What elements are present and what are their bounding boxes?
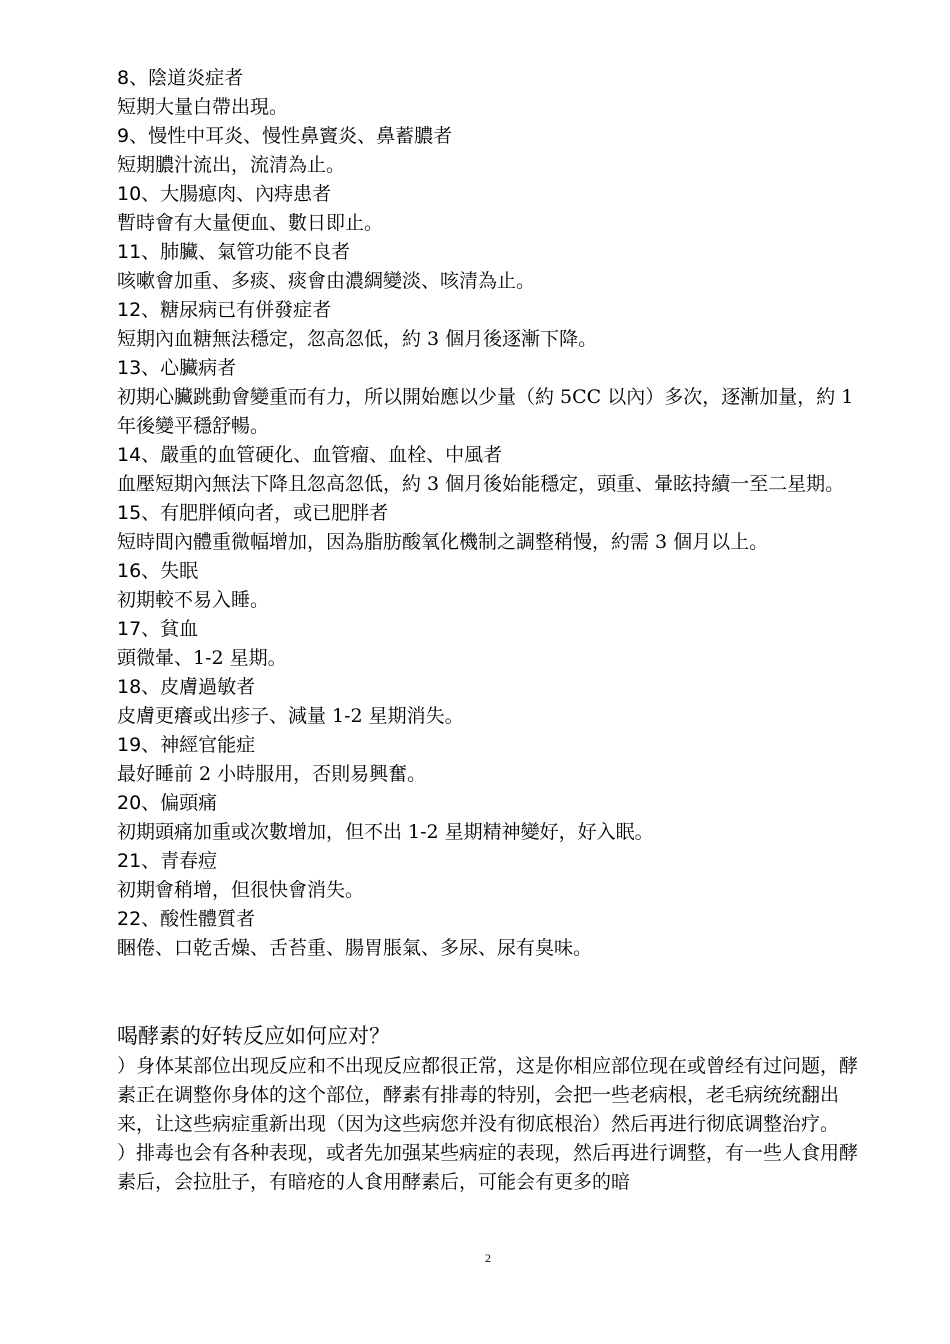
symptom-description: 睏倦、口乾舌燥、舌苔重、腸胃脹氣、多尿、尿有臭味。 bbox=[117, 937, 593, 959]
symptom-description: 初期心臟跳動會變重而有力，所以開始應以少量（約 5CC 以內）多次，逐漸加量，約 1 年後變平穩舒暢。 bbox=[117, 386, 860, 437]
symptom-description: 初期較不易入睡。 bbox=[117, 589, 270, 611]
symptom-description: 頭微暈、1-2 星期。 bbox=[117, 647, 287, 669]
symptom-description: 短時間內體重微幅增加，因為脂肪酸氧化機制之調整稍慢，約需 3 個月以上。 bbox=[117, 531, 769, 553]
symptom-entry bbox=[117, 731, 865, 789]
symptom-description: 咳嗽會加重、多痰、痰會由濃綢變淡、咳清為止。 bbox=[117, 270, 536, 292]
symptom-entry bbox=[117, 615, 865, 673]
symptom-entry bbox=[117, 847, 865, 905]
symptom-description: 短期內血糖無法穩定，忽高忽低，約 3 個月後逐漸下降。 bbox=[117, 328, 598, 350]
symptom-entry bbox=[117, 64, 865, 122]
symptom-entry bbox=[117, 499, 865, 557]
symptom-heading: 17、貧血 bbox=[117, 618, 199, 640]
symptom-entry bbox=[117, 238, 865, 296]
symptom-heading: 19、神經官能症 bbox=[117, 734, 256, 756]
symptom-description: 初期頭痛加重或次數增加，但不出 1-2 星期精神變好，好入眠。 bbox=[117, 821, 654, 843]
symptom-heading: 14、嚴重的血管硬化、血管瘤、血栓、中風者 bbox=[117, 444, 503, 466]
section-title: 喝酵素的好转反应如何应对？ bbox=[117, 1024, 390, 1048]
symptom-heading: 10、大腸瘜肉、內痔患者 bbox=[117, 183, 332, 205]
section-paragraph: ）身体某部位出现反应和不出现反应都很正常，这是你相应部位现在或曾经有过问题，酵素正在调整你身体的这个部位，酵素有排毒的特别，会把一些老病根，老毛病统统翻出来，让这些病症重新出现（因为这些病您并没有彻底根治）然后再进行彻底调整治疗。 bbox=[117, 1055, 859, 1135]
symptom-entry bbox=[117, 557, 865, 615]
symptom-heading: 15、有肥胖傾向者，或已肥胖者 bbox=[117, 502, 389, 524]
symptom-heading: 22、酸性體質者 bbox=[117, 908, 256, 930]
symptom-entry bbox=[117, 905, 865, 963]
section-body bbox=[117, 1052, 865, 1197]
symptom-description: 暫時會有大量便血、數日即止。 bbox=[117, 212, 384, 234]
symptom-heading: 9、慢性中耳炎、慢性鼻竇炎、鼻蓄膿者 bbox=[117, 125, 453, 147]
section-paragraph: ）排毒也会有各种表现，或者先加强某些病症的表现，然后再进行调整，有一些人食用酵素后，会拉肚子，有暗疮的人食用酵素后，可能会有更多的暗 bbox=[117, 1142, 859, 1193]
symptom-description: 最好睡前 2 小時服用，否則易興奮。 bbox=[117, 763, 427, 785]
symptom-description: 血壓短期內無法下降且忽高忽低，約 3 個月後始能穩定，頭重、暈眩持續一至二星期。 bbox=[117, 473, 845, 495]
symptom-description: 皮膚更癢或出疹子、減量 1-2 星期消失。 bbox=[117, 705, 464, 727]
symptom-description: 短期膿汁流出，流清為止。 bbox=[117, 154, 346, 176]
symptom-heading: 12、糖尿病已有併發症者 bbox=[117, 299, 332, 321]
symptom-heading: 13、心臟病者 bbox=[117, 357, 237, 379]
symptom-entry bbox=[117, 296, 865, 354]
symptom-heading: 18、皮膚過敏者 bbox=[117, 676, 256, 698]
symptom-heading: 11、肺臟、氣管功能不良者 bbox=[117, 241, 351, 263]
symptom-entry bbox=[117, 673, 865, 731]
symptom-entry bbox=[117, 441, 865, 499]
symptom-list bbox=[117, 64, 865, 963]
symptom-heading: 21、青春痘 bbox=[117, 850, 218, 872]
page-number: 2 bbox=[485, 1251, 491, 1265]
symptom-heading: 20、偏頭痛 bbox=[117, 792, 218, 814]
symptom-entry bbox=[117, 180, 865, 238]
symptom-description: 短期大量白帶出現。 bbox=[117, 96, 289, 118]
symptom-entry bbox=[117, 122, 865, 180]
document-page bbox=[117, 64, 865, 1197]
symptom-heading: 16、失眠 bbox=[117, 560, 199, 582]
symptom-heading: 8、陰道炎症者 bbox=[117, 67, 244, 89]
symptom-entry bbox=[117, 354, 865, 441]
symptom-entry bbox=[117, 789, 865, 847]
symptom-description: 初期會稍增，但很快會消失。 bbox=[117, 879, 365, 901]
